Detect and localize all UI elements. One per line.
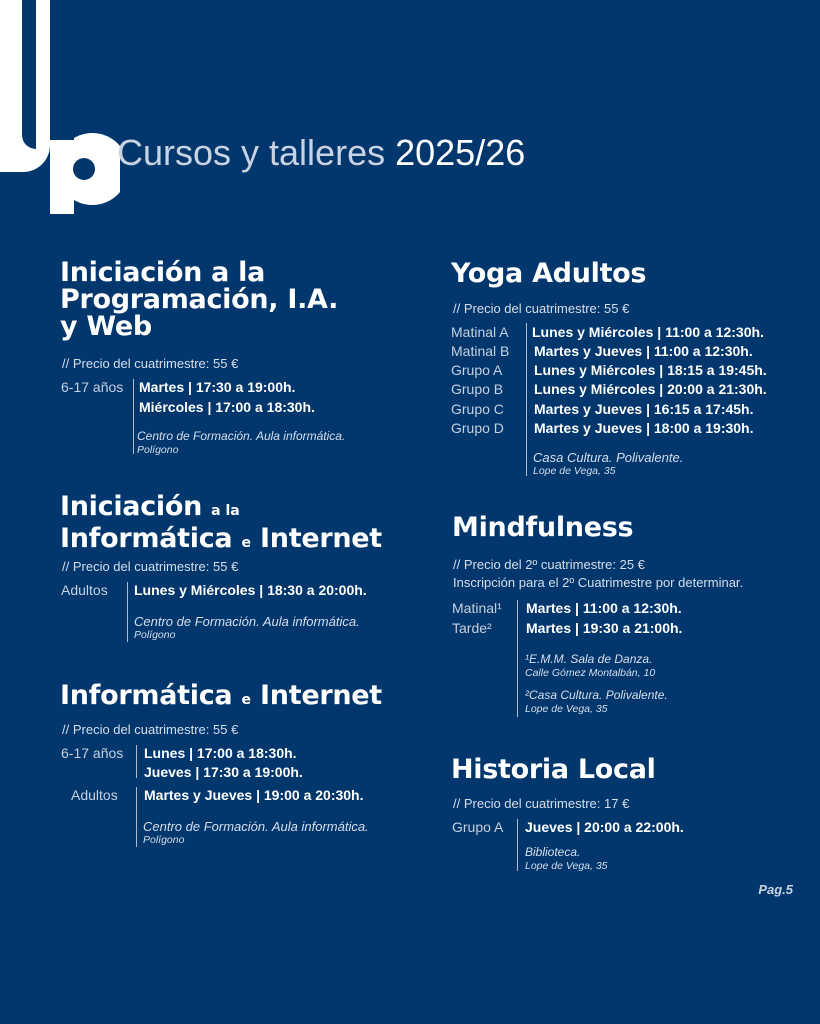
location-line: Lope de Vega, 35: [525, 703, 608, 715]
location-line: Biblioteca.: [525, 845, 581, 859]
divider-line: [127, 582, 128, 642]
row-value: Lunes y Miércoles | 18:30 a 20:00h.: [134, 582, 367, 598]
row-label: 6-17 años: [61, 745, 124, 761]
row-value: Lunes y Miércoles | 18:15 a 19:45h.: [534, 362, 767, 378]
price-text: // Precio del cuatrimestre: 55 €: [453, 301, 630, 316]
section-title-line: Iniciación a la: [60, 257, 266, 288]
location-line: Polígono: [134, 629, 176, 641]
location-line: Calle Gómez Montalbán, 10: [525, 667, 656, 679]
location-line: ²Casa Cultura. Polivalente.: [525, 688, 668, 702]
price-text: // Precio del cuatrimestre: 55 €: [62, 722, 239, 737]
page-title: [117, 131, 525, 175]
row-value: Martes y Jueves | 11:00 a 12:30h.: [534, 343, 753, 359]
price-text: // Precio del cuatrimestre: 55 €: [62, 356, 239, 371]
section-title-line: Programación, I.A.: [60, 284, 339, 315]
divider-line: [136, 745, 137, 778]
row-label: Grupo B: [451, 381, 504, 397]
price-text: // Precio del cuatrimestre: 55 €: [62, 559, 239, 574]
section-title-line: y Web: [60, 311, 152, 342]
note-text: Inscripción para el 2º Cuatrimestre por determinar.: [453, 575, 744, 590]
row-value: Lunes y Miércoles | 20:00 a 21:30h.: [534, 381, 767, 397]
section-title-small: a la: [211, 503, 240, 519]
location-line: Polígono: [143, 834, 185, 846]
row-value: Martes y Jueves | 16:15 a 17:45h.: [534, 401, 754, 417]
location-line: Centro de Formación. Aula informática.: [134, 614, 360, 629]
location-line: Polígono: [137, 444, 179, 456]
row-value: Martes | 17:30 a 19:00h.: [139, 379, 296, 395]
section-title-part: Informática: [60, 680, 233, 711]
section-informatica-iniciacion-title: [60, 493, 382, 557]
section-mindfulness-title: Mindfulness: [452, 512, 634, 543]
row-label: Grupo D: [451, 420, 504, 436]
section-title: [60, 259, 338, 340]
location-line: Centro de Formación. Aula informática.: [137, 429, 346, 443]
row-label: Adultos: [61, 582, 108, 598]
divider-line: [517, 819, 518, 871]
row-value: Martes y Jueves | 18:00 a 19:30h.: [534, 420, 754, 436]
location-line: Centro de Formación. Aula informática.: [143, 819, 369, 834]
row-label: Matinal B: [451, 343, 510, 359]
location-line: Casa Cultura. Polivalente.: [533, 450, 684, 465]
row-label: Grupo A: [451, 362, 503, 378]
location-text: [525, 688, 668, 716]
location-text: [134, 614, 360, 642]
page-title-text: Cursos y talleres: [117, 132, 386, 173]
location-text: [137, 429, 345, 457]
row-value: Martes y Jueves | 19:00 a 20:30h.: [144, 787, 364, 803]
row-label: Adultos: [71, 787, 118, 803]
price-text: // Precio del cuatrimestre: 17 €: [453, 796, 630, 811]
divider-line: [136, 787, 137, 847]
row-label: Grupo A: [452, 819, 504, 835]
section-yoga-title: Yoga Adultos: [451, 258, 647, 289]
row-value: Jueves | 20:00 a 22:00h.: [525, 819, 684, 835]
divider-line: [526, 323, 527, 476]
location-line: Lope de Vega, 35: [525, 860, 608, 872]
location-text: [525, 845, 608, 873]
price-text: // Precio del 2º cuatrimestre: 25 €: [453, 557, 645, 572]
divider-line: [133, 379, 134, 454]
page-number: Pag.5: [758, 882, 793, 897]
row-value: Miércoles | 17:00 a 18:30h.: [139, 399, 315, 415]
section-title-part: Iniciación: [60, 491, 203, 522]
section-title-part: Internet: [260, 523, 382, 554]
location-line: ¹E.M.M. Sala de Danza.: [525, 652, 653, 666]
page-title-year: 2025/26: [395, 132, 526, 173]
row-value: Lunes y Miércoles | 11:00 a 12:30h.: [532, 324, 764, 340]
section-informatica-title: [60, 682, 382, 714]
row-value: Lunes | 17:00 a 18:30h.: [144, 745, 297, 761]
section-title-small: e: [241, 692, 251, 708]
row-value: Martes | 11:00 a 12:30h.: [526, 600, 682, 616]
location-text: [533, 450, 683, 478]
row-value: Martes | 19:30 a 21:00h.: [526, 620, 683, 636]
section-programacion: [60, 259, 338, 340]
up-logo: [0, 0, 120, 220]
row-label: Matinal¹: [452, 600, 502, 616]
row-label: Grupo C: [451, 401, 504, 417]
section-title-part: Internet: [260, 680, 382, 711]
location-line: Lope de Vega, 35: [533, 465, 616, 477]
divider-line: [517, 600, 518, 717]
row-label: Tarde²: [452, 620, 492, 636]
row-label: Matinal A: [451, 324, 509, 340]
location-text: [525, 652, 655, 680]
section-historia-title: Historia Local: [451, 754, 656, 785]
section-title-small: e: [241, 535, 251, 551]
row-value: Jueves | 17:30 a 19:00h.: [144, 764, 303, 780]
section-title-part: Informática: [60, 523, 233, 554]
location-text: [143, 819, 369, 847]
row-label: 6-17 años: [61, 379, 124, 395]
